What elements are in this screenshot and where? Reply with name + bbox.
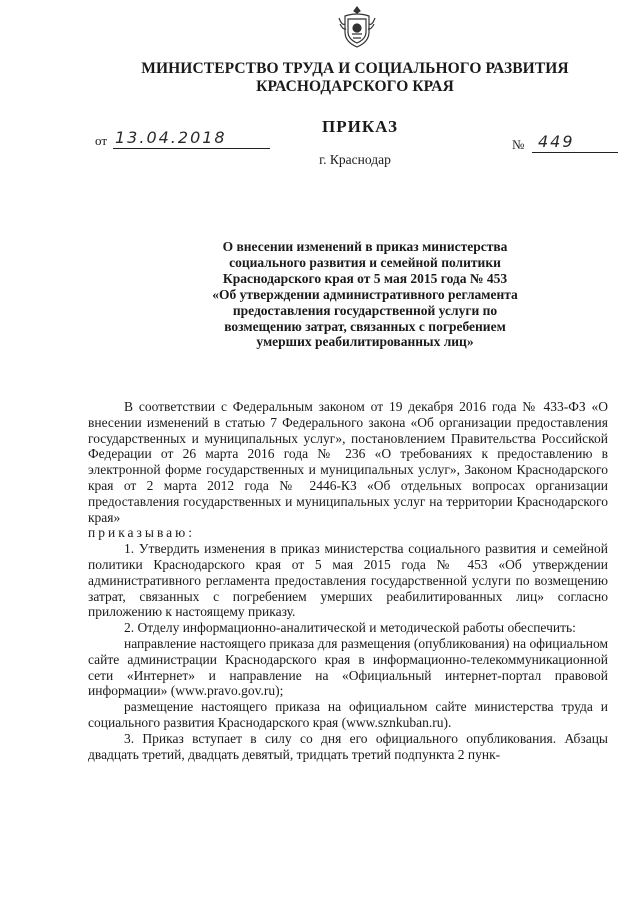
subject-line: Краснодарского края от 5 мая 2015 года № 453	[222, 270, 508, 286]
subject-line: предоставления государственной услуги по	[232, 302, 498, 318]
item-3-paragraph: 3. Приказ вступает в силу со дня его официального опубликования. Абзацы двадцать третий, двадцать девятый, тридцать третий подпункта 2 пунк-	[88, 730, 608, 762]
number-value-handwritten: 449	[532, 132, 618, 153]
item-2-paragraph: 2. Отделу информационно-аналитической и методической работы обеспечить:	[124, 620, 576, 636]
item-2a-paragraph: направление настоящего приказа для размещения (опубликования) на официальном сайте администрации Краснодарского края в информационно-телекоммуникационной сети «Интернет» и направление на «Официальный интернет-портал правовой информации» (www.pravo.gov.ru);	[88, 635, 608, 699]
order-body	[88, 399, 608, 762]
number-field	[512, 132, 617, 156]
order-subject	[150, 239, 580, 350]
subject-line: О внесении изменений в приказ министерства	[222, 239, 508, 254]
ministry-line-1: МИНИСТЕРСТВО ТРУДА И СОЦИАЛЬНОГО РАЗВИТИЯ	[141, 60, 569, 77]
subject-line: возмещению затрат, связанных с погребением	[224, 318, 506, 334]
item-2b-paragraph: размещение настоящего приказа на официальном сайте министерства труда и социального развития Краснодарского края (www.sznkuban.ru).	[88, 699, 608, 730]
date-field	[95, 128, 275, 152]
ministry-name	[120, 60, 590, 96]
date-label: от	[95, 133, 108, 148]
coat-of-arms-emblem	[337, 4, 377, 50]
ministry-line-2: КРАСНОДАРСКОГО КРАЯ	[256, 78, 454, 95]
subject-line: умерших реабилитированных лиц»	[256, 334, 474, 350]
subject-line: социального развития и семейной политики	[229, 254, 501, 270]
date-value-handwritten: 13.04.2018	[113, 128, 270, 149]
city-name: г. Краснодар	[319, 152, 391, 167]
item-1-paragraph: 1. Утвердить изменения в приказ министерства социального развития и семейной политики Краснодарского края от 5 мая 2015 года № 453 «Об утверждении административного регламента предоставления государственной услуги по возмещению затрат, связанных с погребением умерших реабилитированных лиц» согласно приложению к настоящему приказу.	[88, 541, 608, 620]
number-label: №	[512, 137, 525, 152]
subject-line: «Об утверждении административного регламента	[212, 286, 518, 302]
order-directive: приказываю:	[88, 525, 195, 541]
preamble-paragraph: В соответствии с Федеральным законом от 19 декабря 2016 года № 433-ФЗ «О внесении изменений в статью 7 Федерального закона «Об организации предоставления государственных и муниципальных услуг», постановлением Правительства Российской Федерации от 26 марта 2016 года № 236 «О требованиях к предоставлению в электронной форме государственных и муниципальных услуг», Законом Краснодарского края от 2 марта 2012 года № 2446-КЗ «Об отдельных вопросах организации предоставления государственных и муниципальных услуг на территории Краснодарского края»	[88, 399, 608, 525]
document-type-title: ПРИКАЗ	[322, 117, 398, 136]
